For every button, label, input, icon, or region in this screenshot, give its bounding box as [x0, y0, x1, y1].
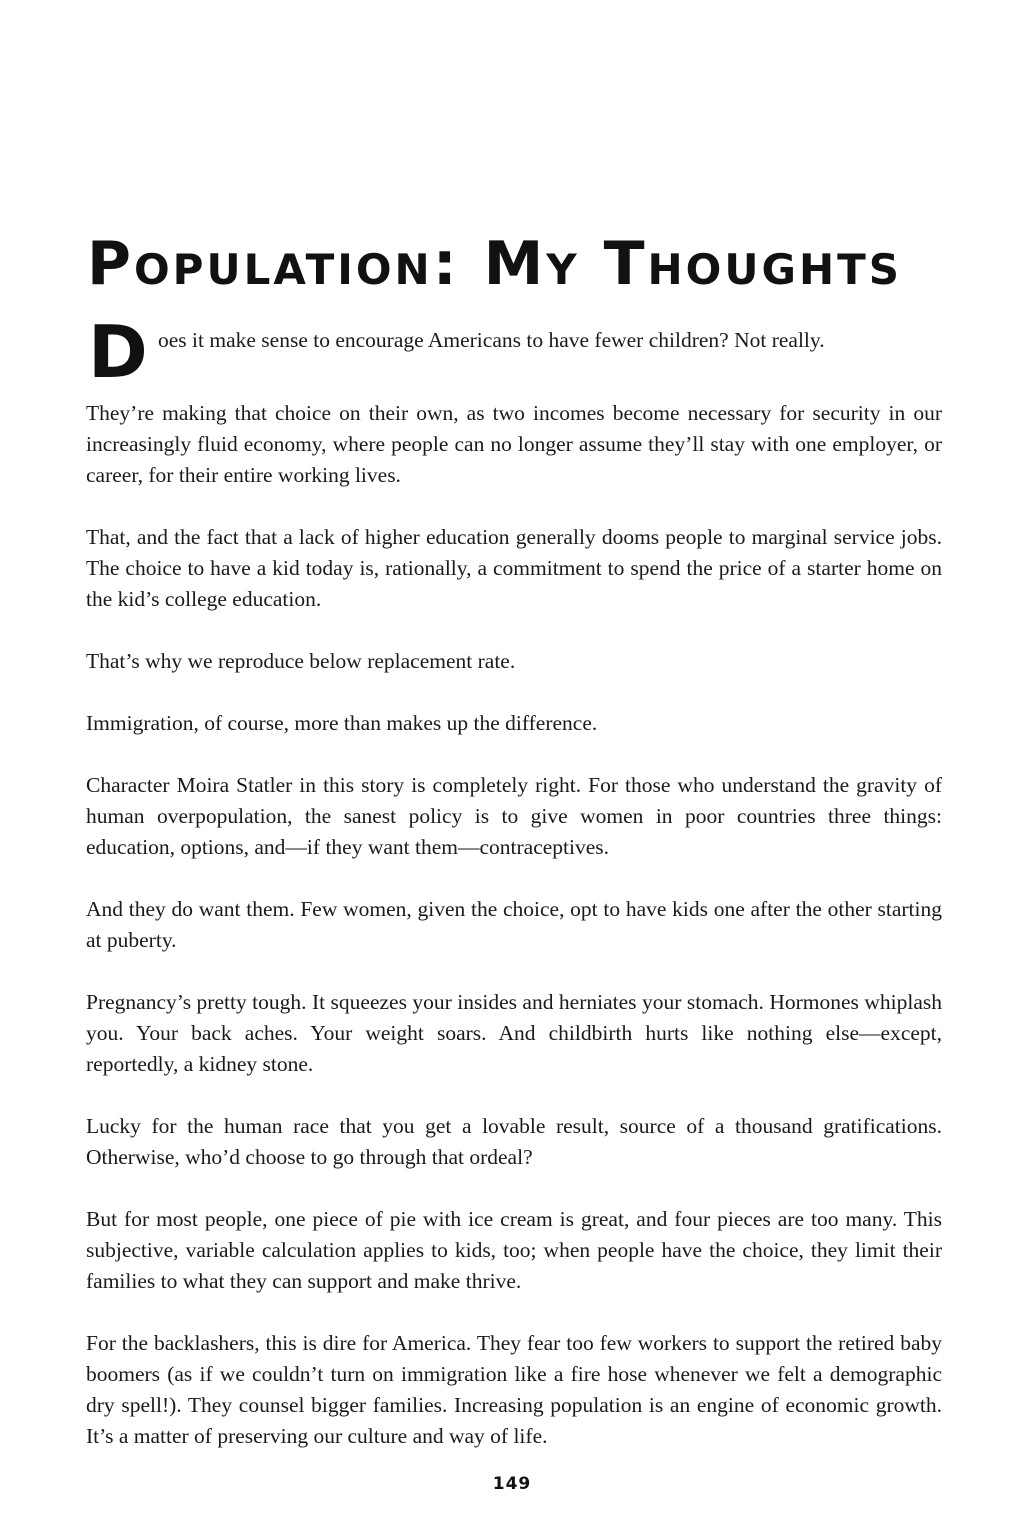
chapter-title: Population: My Thoughts	[87, 229, 903, 299]
opening-sentence: oes it make sense to encourage Americans to have fewer children? Not really.	[158, 328, 825, 352]
paragraph: Immigration, of course, more than makes up the difference.	[86, 711, 598, 735]
paragraph: That’s why we reproduce below replacement rate.	[86, 649, 516, 673]
drop-cap: D	[88, 310, 148, 394]
paragraph: Character Moira Statler in this story is completely right. For those who understand the gravity of human overpopulation, the sanest policy is to give women in poor countries three things: education, options, and—if they want them—contraceptives.	[86, 773, 942, 859]
paragraph: That, and the fact that a lack of higher education generally dooms people to marginal service jobs. The choice to have a kid today is, rationally, a commitment to spend the price of a starter home on the kid’s college education.	[86, 525, 942, 611]
paragraph: They’re making that choice on their own, as two incomes become necessary for security in our increasingly fluid economy, where people can no longer assume they’ll stay with one employer, or career, for their entire working lives.	[86, 401, 942, 487]
page-number: 149	[492, 1474, 532, 1494]
paragraph: But for most people, one piece of pie with ice cream is great, and four pieces are too many. This subjective, variable calculation applies to kids, too; when people have the choice, they limit their families to what they can support and make thrive.	[86, 1207, 942, 1293]
paragraph: And they do want them. Few women, given the choice, opt to have kids one after the other starting at puberty.	[86, 897, 942, 952]
paragraph: Lucky for the human race that you get a lovable result, source of a thousand gratifications. Otherwise, who’d choose to go through that ordeal?	[86, 1114, 942, 1169]
body-text	[86, 310, 942, 1483]
paragraph: Pregnancy’s pretty tough. It squeezes your insides and herniates your stomach. Hormones whiplash you. Your back aches. Your weight soars. And childbirth hurts like nothing else—except, reportedly, a kidney stone.	[86, 990, 942, 1076]
paragraph: For the backlashers, this is dire for America. They fear too few workers to support the retired baby boomers (as if we couldn’t turn on immigration like a fire hose whenever we felt a demographic dry spell!). They counsel bigger families. Increasing population is an engine of economic growth. It’s a matter of preserving our culture and way of life.	[86, 1331, 942, 1448]
opening-line	[86, 310, 942, 398]
